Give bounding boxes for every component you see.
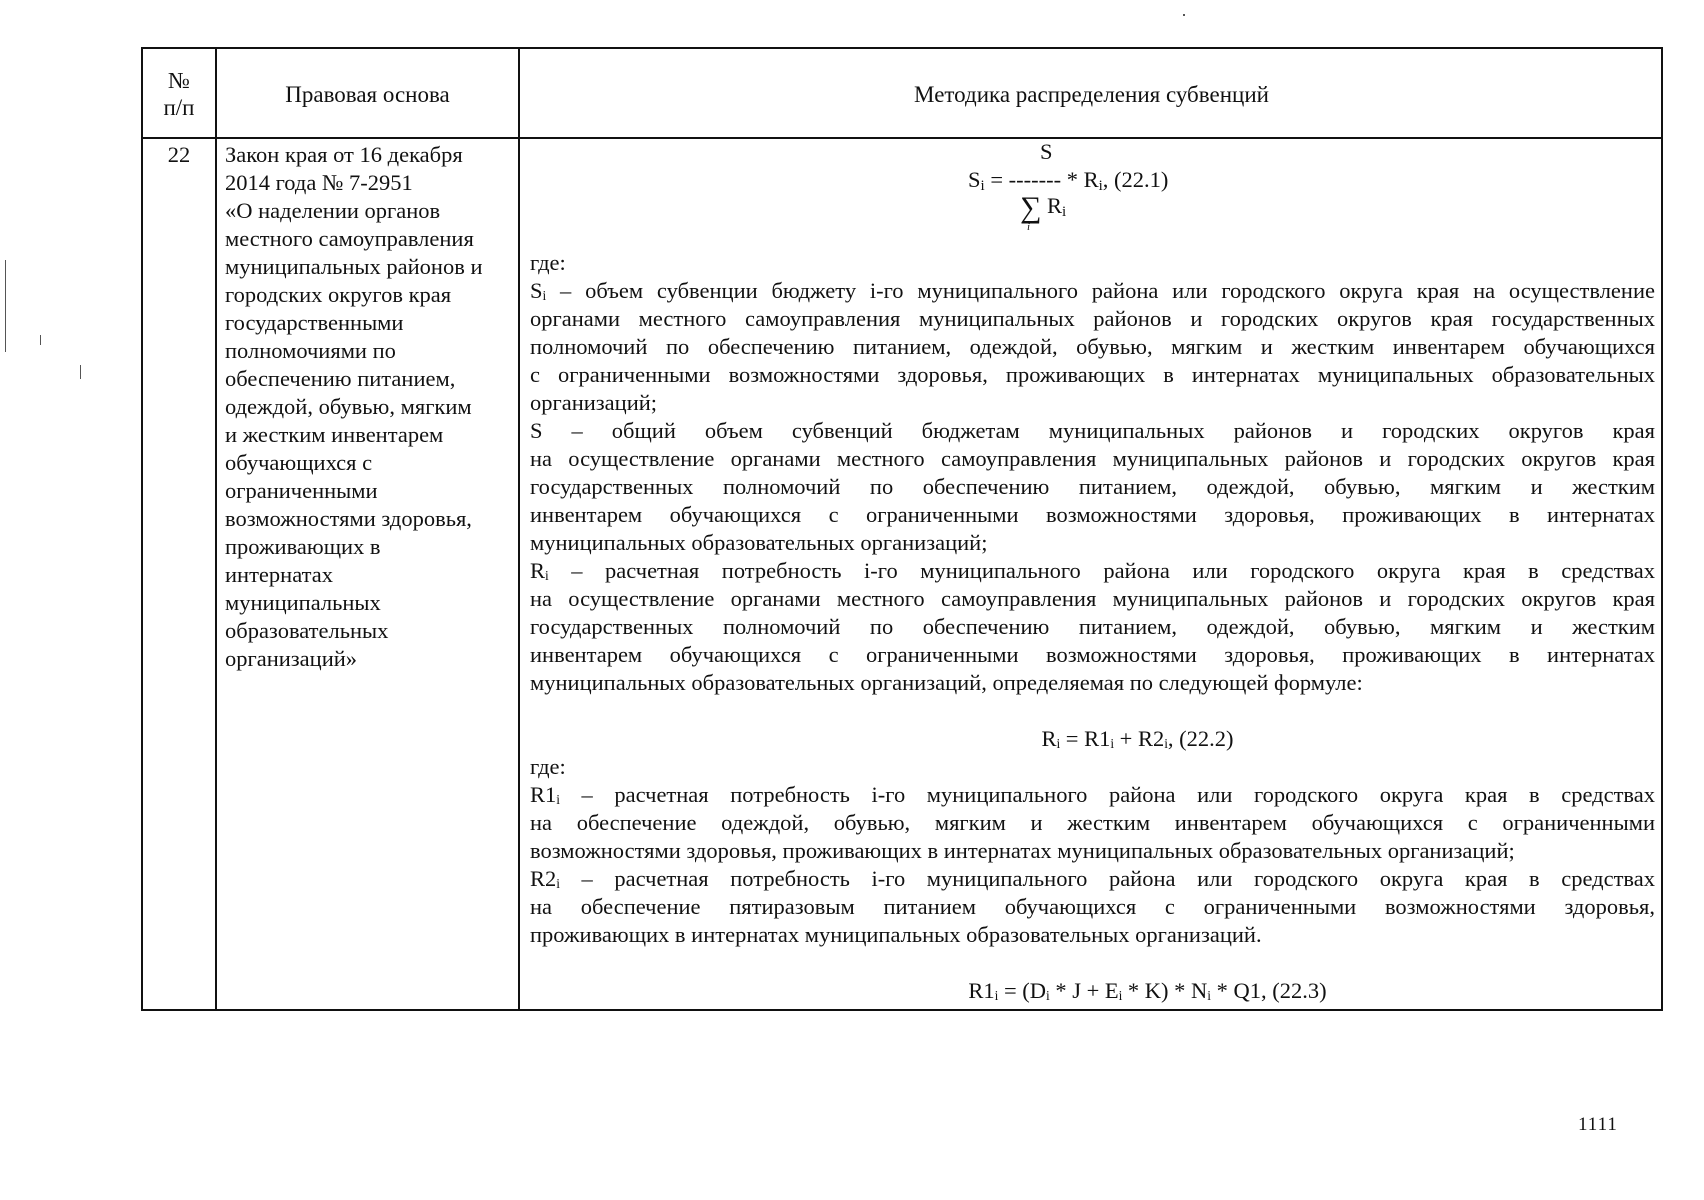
r1-definition: R1ᵢ – расчетная потребность i-го муниципального района или городского округа края в средствах на обеспечение одеждой, обувью, мягким и жестким инвентарем обучающихся с ограниченными возможностями здоровья, проживающих в интернатах муниципальных образовательных организаций; xyxy=(530,782,1655,863)
si-definition: Sᵢ – объем субвенции бюджету i-го муниципального района или городского округа края на осуществление органами местного самоуправления муниципальных районов и городских округов края государственных полномочий по обеспечению питанием, одеждой, обувью, мягким и жестким инвентарем обучающихся с ограниченными возможностями здоровья, проживающих в интернатах муниципальных образовательных организаций; xyxy=(530,278,1655,415)
law-line: «О наделении органов xyxy=(225,198,441,223)
law-line: 2014 года № 7-2951 xyxy=(225,170,413,195)
s-definition: S – общий объем субвенций бюджетам муниципальных районов и городских округов края на осуществление органами местного самоуправления муниципальных районов и городских округов края государственных полномочий по обеспечению питанием, одеждой, обувью, мягким и жестким инвентарем обучающихся с ограниченными возможностями здоровья, проживающих в интернатах муниципальных образовательных организаций; xyxy=(530,418,1655,555)
formula-denominator: ∑ $R_i$ xyxy=(1020,191,1067,224)
law-line: проживающих в xyxy=(225,534,381,559)
law-line: городских округов края xyxy=(225,282,452,307)
formula-22-1 xyxy=(530,137,1655,249)
law-line: интернатах xyxy=(225,562,333,587)
law-line: полномочиями по xyxy=(225,338,396,363)
law-line: ограниченными xyxy=(225,478,378,503)
formula-main-line: $S_i$ = ------- * $R_i$, (22.1) xyxy=(968,167,1169,194)
formula-numerator: S xyxy=(1040,139,1053,164)
formula-22-2: Rᵢ = R1ᵢ + R2ᵢ, (22.2) xyxy=(1041,726,1234,751)
formula-22-3: R1ᵢ = (Dᵢ * J + Eᵢ * K) * Nᵢ * Q1, (22.3) xyxy=(968,978,1327,1003)
sigma-index: i xyxy=(1027,221,1031,233)
legal-basis-text xyxy=(225,141,515,673)
row-number: 22 xyxy=(167,142,191,167)
ri-definition: Rᵢ – расчетная потребность i-го муниципального района или городского округа края в средствах на осуществление органами местного самоуправления муниципальных районов и городских округов края государственных полномочий по обеспечению питанием, одеждой, обувью, мягким и жестким инвентарем обучающихся с ограниченными возможностями здоровья, проживающих в интернатах муниципальных образовательных организаций, определяемая по следующей формуле: xyxy=(530,558,1655,695)
header-legal-basis: Правовая основа xyxy=(285,82,450,107)
sigma-symbol: ∑ xyxy=(1020,191,1042,224)
law-line: организаций» xyxy=(225,646,358,671)
where-label-1: где: xyxy=(530,250,566,275)
page-number: 1111 xyxy=(1578,1114,1618,1135)
law-line: обучающихся с xyxy=(225,450,373,475)
law-line: возможностями здоровья, xyxy=(225,506,472,531)
column-divider-1 xyxy=(215,49,217,1009)
law-line: муниципальных районов и xyxy=(225,254,483,279)
distribution-table xyxy=(141,47,1663,1011)
scan-artifact xyxy=(5,260,6,352)
law-line: местного самоуправления xyxy=(225,226,474,251)
law-line: обеспечению питанием, xyxy=(225,366,456,391)
header-methodology: Методика распределения субвенций xyxy=(914,82,1269,107)
header-number: № п/п xyxy=(163,68,195,120)
law-line: Закон края от 16 декабря xyxy=(225,142,463,167)
r2-definition: R2ᵢ – расчетная потребность i-го муниципального района или городского округа края в средствах на обеспечение пятиразовым питанием обучающихся с ограниченными возможностями здоровья, проживающих в интернатах муниципальных образовательных организаций. xyxy=(530,866,1655,947)
law-line: государственными xyxy=(225,310,404,335)
law-line: муниципальных xyxy=(225,590,381,615)
scan-artifact xyxy=(40,335,41,345)
law-line: образовательных xyxy=(225,618,389,643)
column-divider-2 xyxy=(518,49,520,1009)
law-line: одеждой, обувью, мягким xyxy=(225,394,472,419)
methodology-text xyxy=(530,137,1655,1005)
where-label-2: где: xyxy=(530,754,566,779)
scan-artifact xyxy=(80,365,81,379)
scan-artifact xyxy=(1183,14,1185,16)
law-line: и жестким инвентарем xyxy=(225,422,444,447)
